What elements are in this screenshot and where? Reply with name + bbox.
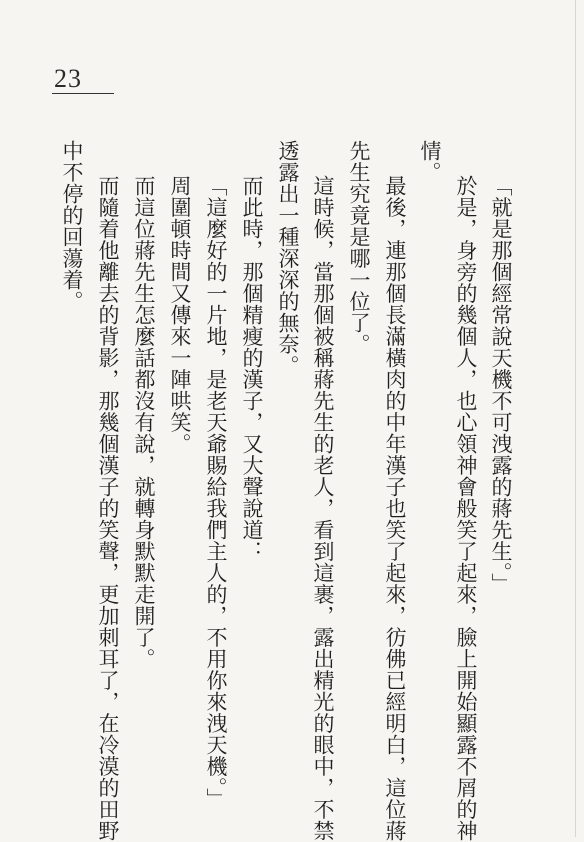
text-column-13: 中不停的回蕩着。 [60,140,84,312]
text-column-2: 於是，身旁的幾個人，也心領神會般笑了起來，臉上開始顯露不屑的神 [454,175,478,842]
text-column-5: 先生究竟是哪一位了。 [347,140,371,355]
text-column-11: 而這位蔣先生怎麼話都沒有說，就轉身默默走開了。 [132,175,156,670]
text-column-1: 「就是那個經常說天機不可洩露的蔣先生。」 [489,175,513,595]
page-edge [575,0,576,837]
text-column-7: 透露出一種深深的無奈。 [276,140,300,377]
text-column-9: 「這麼好的一片地，是老天爺賜給我們主人的，不用你來洩天機。」 [204,175,228,810]
header-rule [52,93,114,94]
text-column-4: 最後，連那個長滿橫肉的中年漢子也笑了起來，彷佛已經明白，這位蔣 [383,175,407,842]
text-column-10: 周圍頓時間又傳來一陣哄笑。 [168,175,192,455]
text-column-6: 這時候，當那個被稱蔣先生的老人，看到這裹，露出精光的眼中，不禁 [311,175,335,842]
text-column-8: 而此時，那個精瘦的漢子，又大聲說道： [240,175,264,562]
text-column-3: 情。 [418,140,442,183]
text-column-12: 而隨着他離去的背影，那幾個漢子的笑聲，更加刺耳了，在冷漠的田野 [96,175,120,842]
page-number: 23 [54,64,82,93]
